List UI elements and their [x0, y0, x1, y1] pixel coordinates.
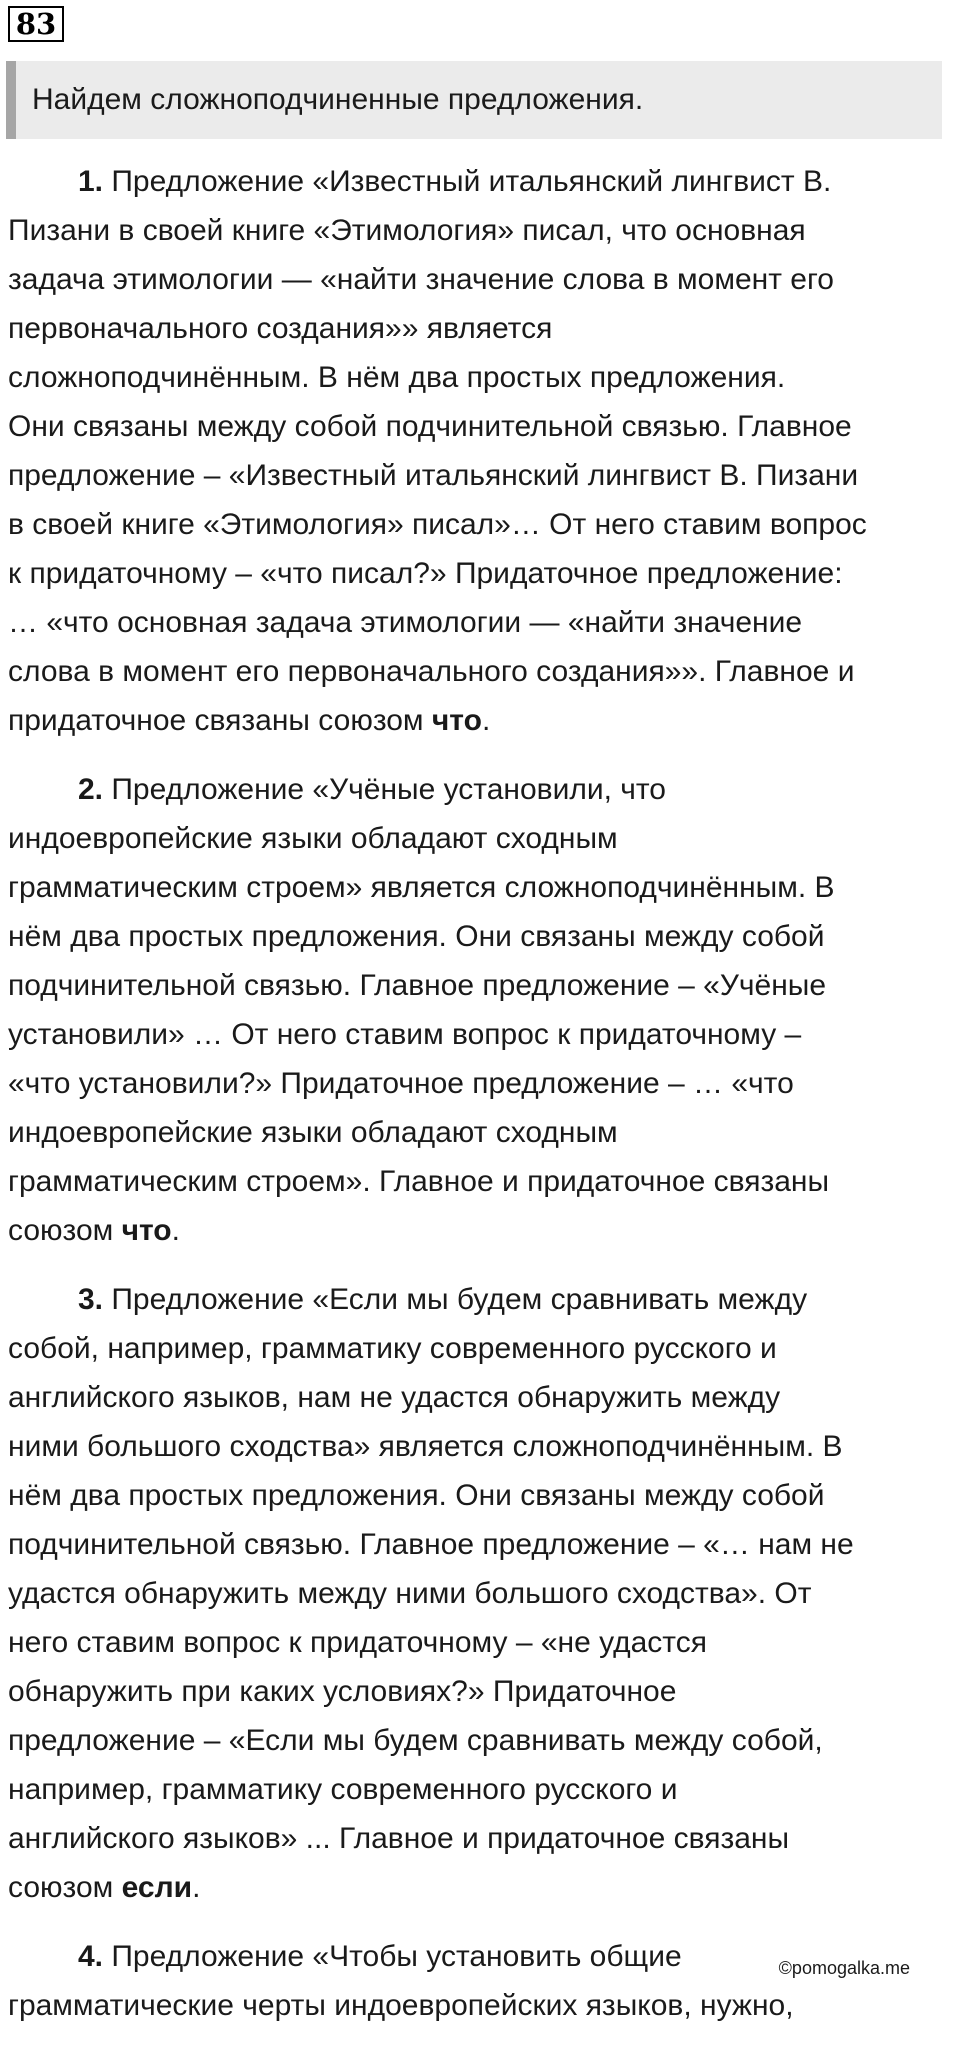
text-line	[8, 353, 956, 402]
text-segment: Предложение «Чтобы установить общие	[103, 1940, 682, 1973]
text-segment: .	[171, 1214, 180, 1247]
text-segment: нём два простых предложения. Они связаны между собой	[8, 1479, 825, 1512]
text-line	[8, 1275, 956, 1324]
text-segment: обнаружить при каких условиях?» Придаточное	[8, 1675, 677, 1708]
text-segment: собой, например, грамматику современного русского и	[8, 1332, 777, 1365]
task-number: 83	[8, 6, 64, 42]
watermark: ©pomogalka.me	[778, 1958, 910, 1978]
text-segment: предложение – «Известный итальянский лингвист В. Пизани	[8, 459, 859, 492]
text-line	[8, 1108, 956, 1157]
text-line	[8, 157, 956, 206]
text-segment: в своей книге «Этимология» писал»… От него ставим вопрос	[8, 508, 867, 541]
text-line	[8, 1814, 956, 1863]
text-segment: грамматическим строем». Главное и придаточное связаны	[8, 1165, 830, 1198]
paragraph-number: 3.	[78, 1283, 104, 1316]
task-statement-banner	[6, 61, 942, 139]
answer-paragraph-4	[8, 1932, 956, 2030]
text-segment: ними большого сходства» является сложноподчинённым. В	[8, 1430, 843, 1463]
text-line	[8, 765, 956, 814]
text-segment: Пизани в своей книге «Этимология» писал, что основная	[8, 214, 806, 247]
answer-paragraph-1	[8, 157, 956, 745]
text-line	[8, 814, 956, 863]
text-segment: слова в момент его первоначального создания»». Главное и	[8, 655, 855, 688]
text-line	[8, 1667, 956, 1716]
text-line	[8, 1716, 956, 1765]
conjunction-keyword: что	[121, 1214, 172, 1247]
text-segment: … «что основная задача этимологии — «найти значение	[8, 606, 803, 639]
text-segment: английского языков, нам не удастся обнаружить между	[8, 1381, 781, 1414]
text-segment: английского языков» ... Главное и придаточное связаны	[8, 1822, 790, 1855]
text-segment: грамматические черты индоевропейских языков, нужно,	[8, 1989, 794, 2022]
text-line	[8, 1520, 956, 1569]
text-segment: установили» … От него ставим вопрос к придаточному –	[8, 1018, 802, 1051]
text-segment: него ставим вопрос к придаточному – «не удастся	[8, 1626, 707, 1659]
text-line	[8, 1206, 956, 1255]
text-segment: предложение – «Если мы будем сравнивать между собой,	[8, 1724, 823, 1757]
text-line	[8, 1324, 956, 1373]
text-line	[8, 549, 956, 598]
task-statement: Найдем сложноподчиненные предложения.	[32, 83, 644, 116]
text-segment: первоначального создания»» является	[8, 312, 553, 345]
text-line	[8, 1981, 956, 2030]
text-segment: например, грамматику современного русского и	[8, 1773, 678, 1806]
text-segment: Предложение «Если мы будем сравнивать между	[103, 1283, 808, 1316]
text-segment: грамматическим строем» является сложноподчинённым. В	[8, 871, 835, 904]
conjunction-keyword: что	[431, 704, 482, 737]
text-line	[8, 696, 956, 745]
text-line	[8, 598, 956, 647]
text-segment: к придаточному – «что писал?» Придаточное предложение:	[8, 557, 843, 590]
text-line	[8, 1157, 956, 1206]
paragraph-number: 4.	[78, 1940, 104, 1973]
text-line	[8, 304, 956, 353]
text-segment: союзом	[8, 1871, 122, 1904]
text-segment: задача этимологии — «найти значение слова в момент его	[8, 263, 834, 296]
text-line	[8, 402, 956, 451]
text-segment: Они связаны между собой подчинительной связью. Главное	[8, 410, 852, 443]
text-segment: удастся обнаружить между ними большого сходства». От	[8, 1577, 812, 1610]
text-segment: нём два простых предложения. Они связаны между собой	[8, 920, 825, 953]
text-segment: .	[481, 704, 491, 737]
text-line	[8, 863, 956, 912]
text-segment: подчинительной связью. Главное предложение – «Учёные	[8, 969, 827, 1002]
answer-paragraph-3	[8, 1275, 956, 1912]
text-segment: союзом	[8, 1214, 122, 1247]
text-segment: сложноподчинённым. В нём два простых предложения.	[8, 361, 786, 394]
text-segment: подчинительной связью. Главное предложение – «… нам не	[8, 1528, 854, 1561]
text-line	[8, 1618, 956, 1667]
text-line	[8, 451, 956, 500]
text-line	[8, 1422, 956, 1471]
text-line	[8, 500, 956, 549]
text-line	[8, 1569, 956, 1618]
text-line	[8, 1059, 956, 1108]
text-line	[8, 206, 956, 255]
text-line	[8, 1373, 956, 1422]
text-segment: индоевропейские языки обладают сходным	[8, 822, 618, 855]
text-line	[8, 1863, 956, 1912]
text-line	[8, 1010, 956, 1059]
paragraph-number: 2.	[78, 773, 104, 806]
paragraph-number: 1.	[78, 165, 104, 198]
answer-paragraph-2	[8, 765, 956, 1255]
text-line	[8, 961, 956, 1010]
text-segment: Предложение «Известный итальянский лингвист В.	[103, 165, 832, 198]
conjunction-keyword: если	[121, 1871, 193, 1904]
text-segment: индоевропейские языки обладают сходным	[8, 1116, 618, 1149]
text-segment: придаточное связаны союзом	[8, 704, 432, 737]
text-segment: Предложение «Учёные установили, что	[103, 773, 666, 806]
answer-body	[8, 157, 956, 2050]
text-segment: «что установили?» Придаточное предложение – … «что	[8, 1067, 794, 1100]
text-line	[8, 912, 956, 961]
text-line	[8, 255, 956, 304]
text-line	[8, 1471, 956, 1520]
text-line	[8, 1765, 956, 1814]
text-line	[8, 647, 956, 696]
text-segment: .	[192, 1871, 201, 1904]
